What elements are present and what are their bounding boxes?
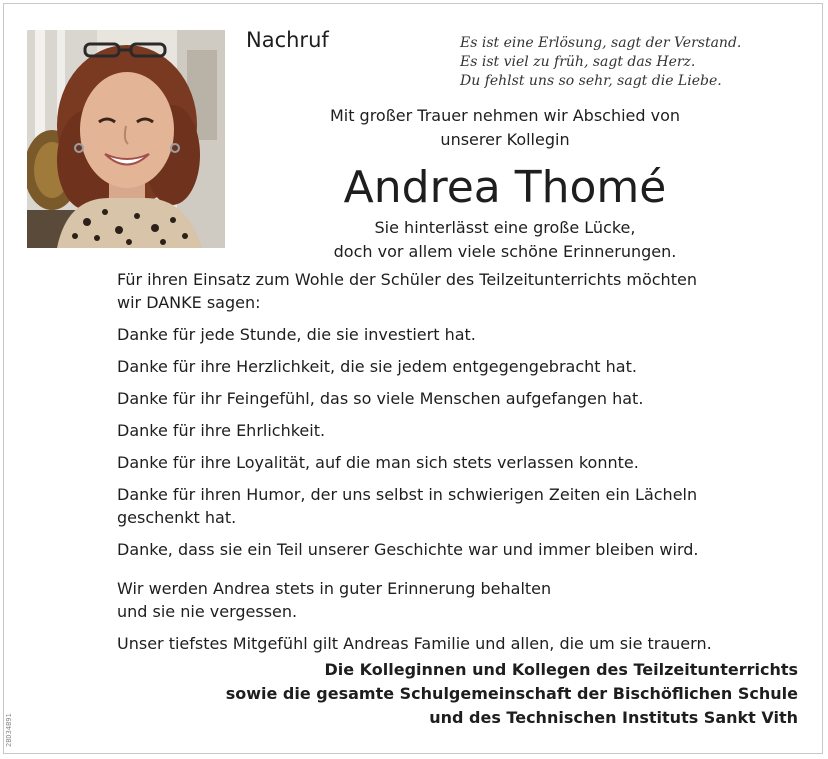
body-line: Danke, dass sie ein Teil unserer Geschichte war und immer bleiben wird. [117,540,699,559]
thanks-item [117,451,807,474]
body-line: Danke für jede Stunde, die sie investiert hat. [117,325,476,344]
signature-block [100,658,798,730]
ad-code [4,700,14,750]
body-line: Für ihren Einsatz zum Wohle der Schüler des Teilzeitunterrichts möchten [117,270,697,289]
portrait-photo [27,30,225,248]
body-line: Danke für ihre Herzlichkeit, die sie jedem entgegengebracht hat. [117,357,637,376]
body-line: Danke für ihre Loyalität, auf die man sich stets verlassen konnte. [117,453,639,472]
poem-line: Du fehlst uns so sehr, sagt die Liebe. [460,73,722,89]
thanks-intro [117,268,807,314]
legacy-line: Sie hinterlässt eine große Lücke, [374,218,636,237]
poem-line: Es ist eine Erlösung, sagt der Verstand. [460,35,742,51]
obituary-body [117,268,807,655]
signature-line: Die Kolleginnen und Kollegen des Teilzeitunterrichts [324,660,798,679]
thanks-item [117,323,807,346]
thanks-item [117,419,807,442]
signature-line: sowie die gesamte Schulgemeinschaft der Bischöflichen Schule [225,684,798,703]
memory-text [117,577,807,623]
intro-line: unserer Kollegin [440,130,570,149]
condolence-text: Unser tiefstes Mitgefühl gilt Andreas Familie und allen, die um sie trauern. [117,634,712,653]
body-line: Danke für ihr Feingefühl, das so viele Menschen aufgefangen hat. [117,389,644,408]
intro-line: Mit großer Trauer nehmen wir Abschied von [329,106,681,125]
intro-text [240,104,770,152]
portrait-image [27,30,225,248]
body-line: wir DANKE sagen: [117,293,261,312]
poem [460,34,800,91]
body-line: geschenkt hat. [117,508,237,527]
body-line: und sie nie vergessen. [117,602,298,621]
poem-line: Es ist viel zu früh, sagt das Herz. [460,54,696,70]
legacy-text [240,216,770,264]
signature-line: und des Technischen Instituts Sankt Vith [429,708,798,727]
obituary-label: Nachruf [246,28,329,52]
thanks-item [117,387,807,410]
thanks-item [117,483,807,529]
deceased-name: Andrea Thomé [343,162,667,213]
paragraph-gap [117,570,807,577]
body-line: Danke für ihre Ehrlichkeit. [117,421,326,440]
ad-code-text: 2BD34B91 [5,713,13,747]
body-line: Danke für ihren Humor, der uns selbst in schwierigen Zeiten ein Lächeln [117,485,698,504]
body-line: Wir werden Andrea stets in guter Erinnerung behalten [117,579,552,598]
thanks-item [117,538,807,561]
legacy-line: doch vor allem viele schöne Erinnerungen. [333,242,677,261]
thanks-item [117,355,807,378]
